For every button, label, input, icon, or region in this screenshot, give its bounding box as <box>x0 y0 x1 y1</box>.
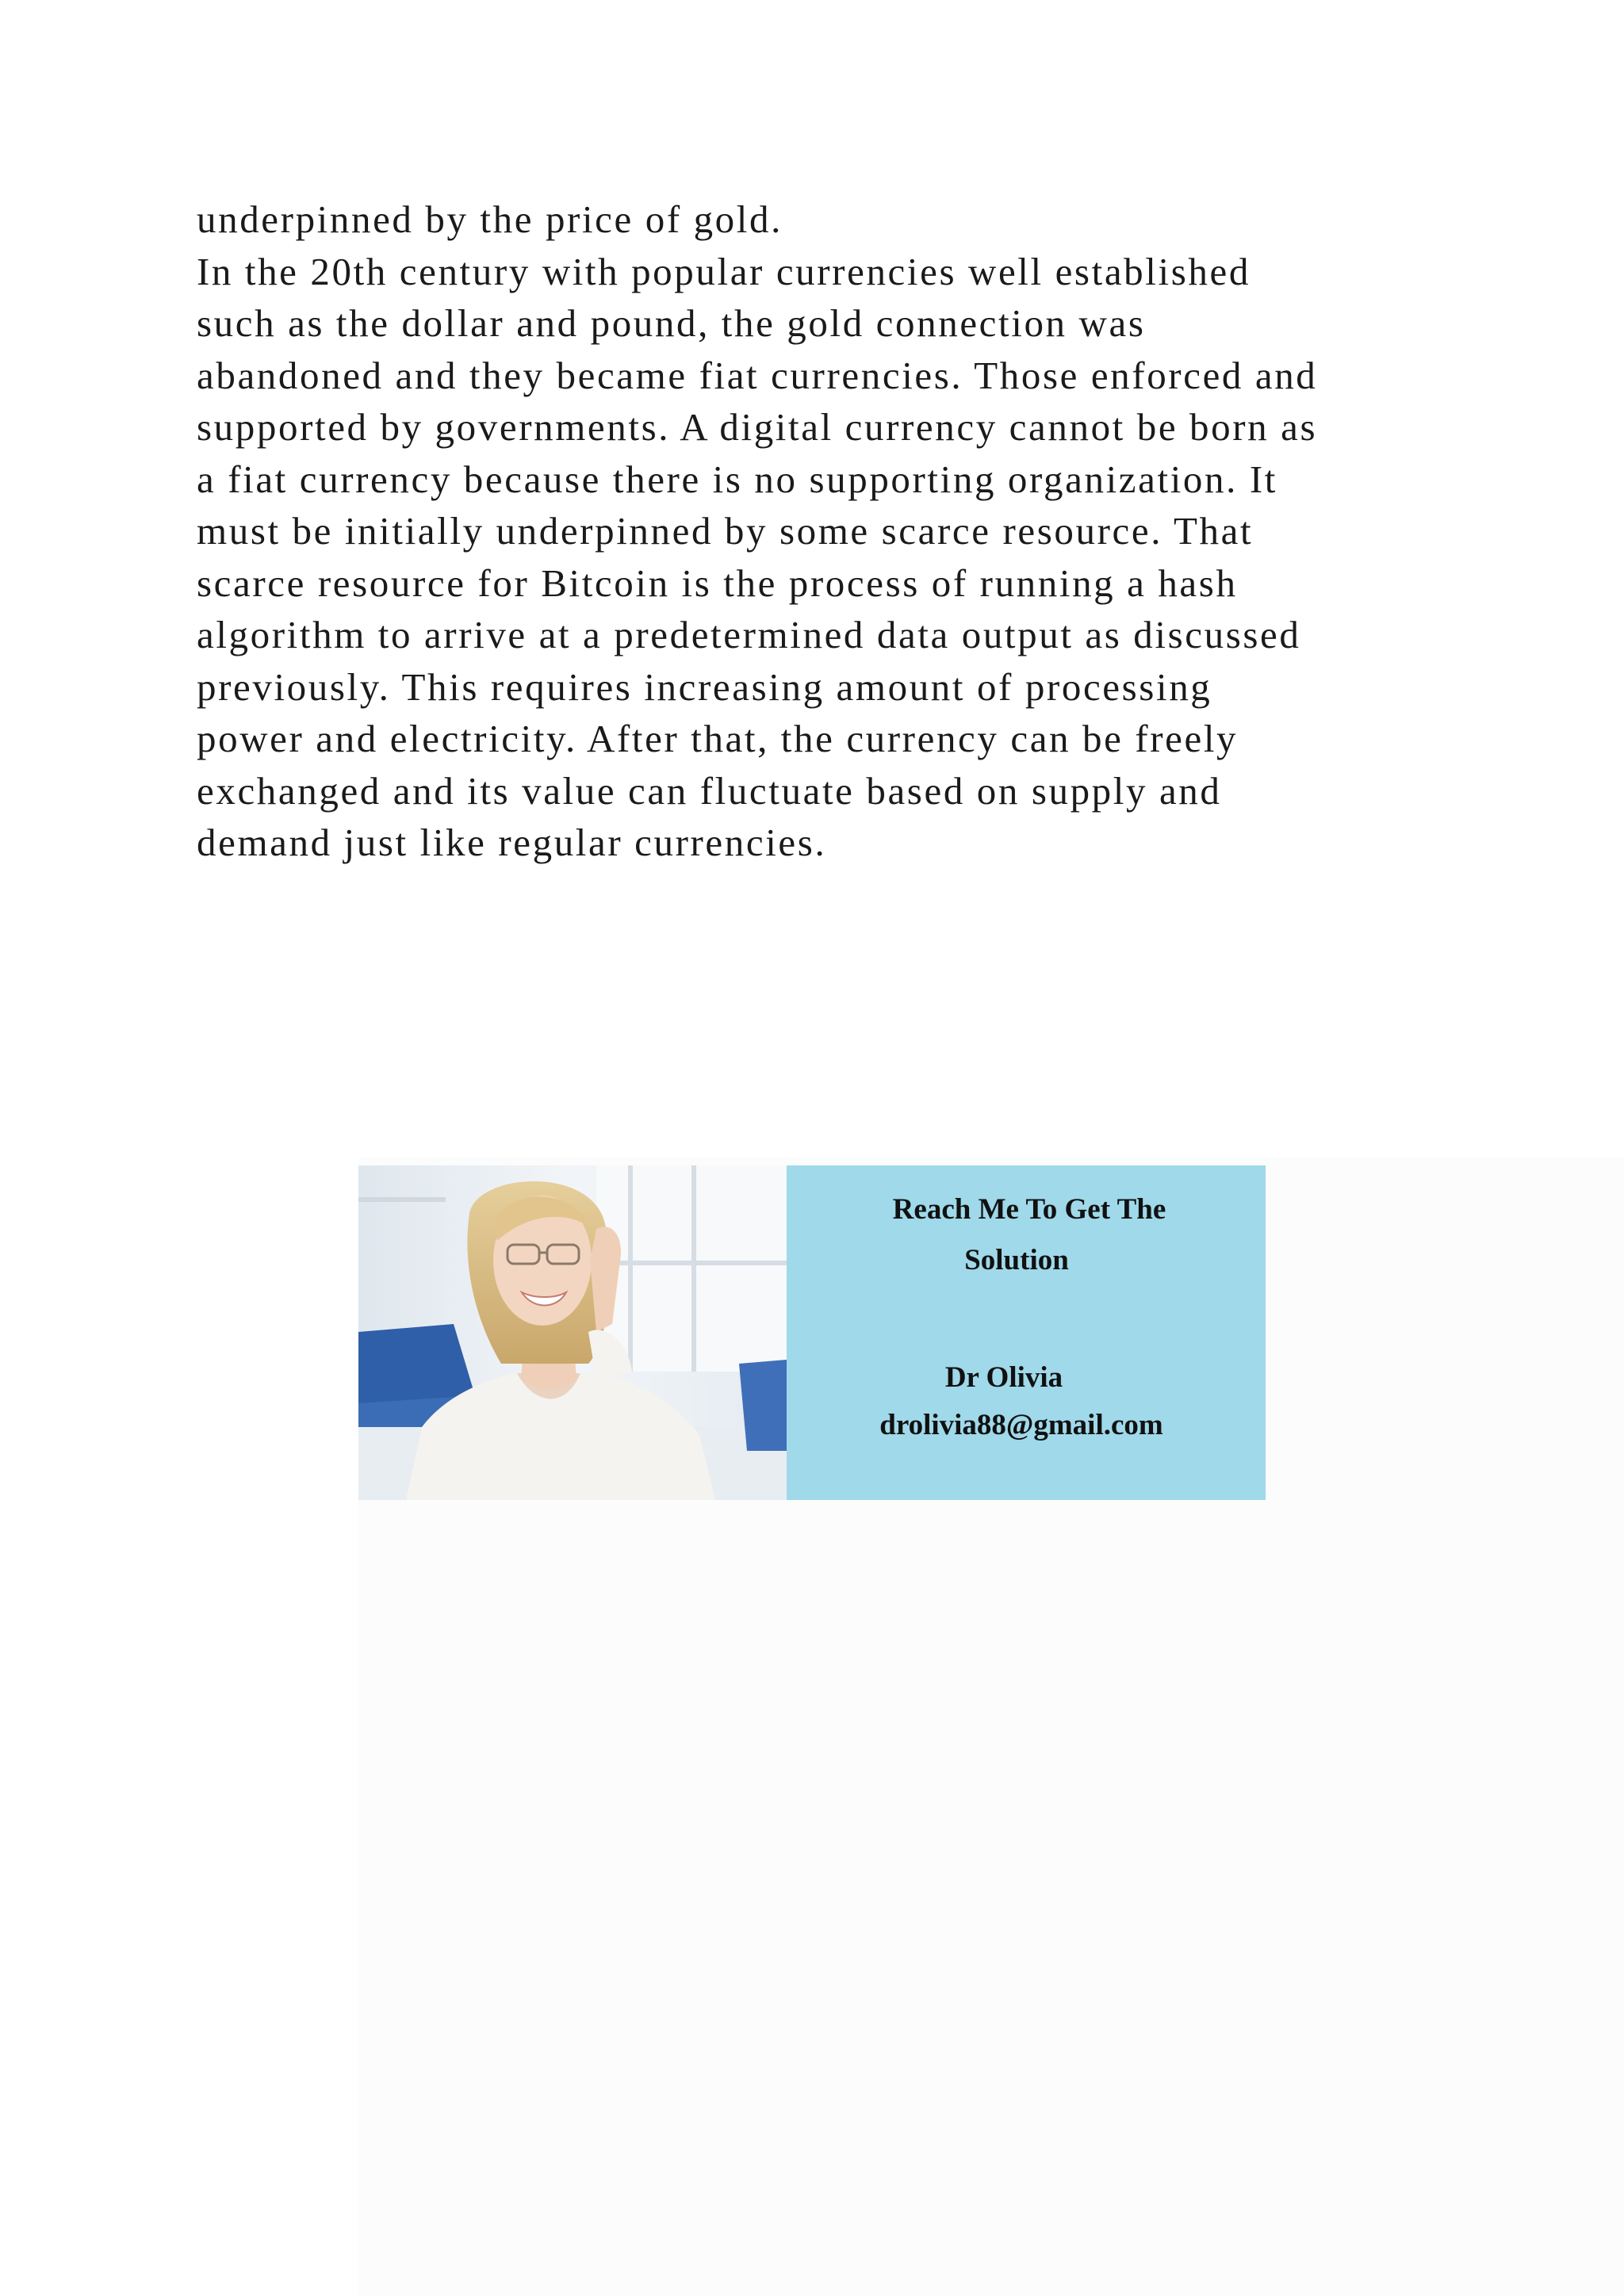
card-heading-line2: Solution <box>964 1244 1069 1276</box>
text-line: previously. This requires increasing amount of processing <box>197 664 1212 709</box>
text-line: exchanged and its value can fluctuate based on supply and <box>197 768 1222 813</box>
text-line: power and electricity. After that, the currency can be freely <box>197 717 1239 760</box>
contact-name: Dr Olivia <box>944 1361 1063 1394</box>
text-line: a fiat currency because there is no supporting organization. It <box>197 457 1277 501</box>
text-line: underpinned by the price of gold. <box>197 197 783 241</box>
contact-email: drolivia88@gmail.com <box>879 1409 1163 1441</box>
text-line: abandoned and they became fiat currencies. Those enforced and <box>197 353 1318 397</box>
text-line: supported by governments. A digital currency cannot be born as <box>197 405 1318 449</box>
text-line: scarce resource for Bitcoin is the process of running a hash <box>197 561 1238 605</box>
text-line: must be initially underpinned by some scarce resource. That <box>197 509 1254 553</box>
contact-banner <box>358 1165 1266 1500</box>
woman-photo <box>358 1165 787 1500</box>
text-line: demand just like regular currencies. <box>197 821 827 864</box>
body-paragraph <box>197 193 1465 869</box>
text-line: In the 20th century with popular currencies well established <box>197 249 1251 293</box>
card-heading-line1: Reach Me To Get The <box>892 1193 1166 1226</box>
text-line: algorithm to arrive at a predetermined data output as discussed <box>197 613 1301 656</box>
contact-card <box>787 1165 1266 1500</box>
text-line: such as the dollar and pound, the gold connection was <box>197 301 1146 345</box>
